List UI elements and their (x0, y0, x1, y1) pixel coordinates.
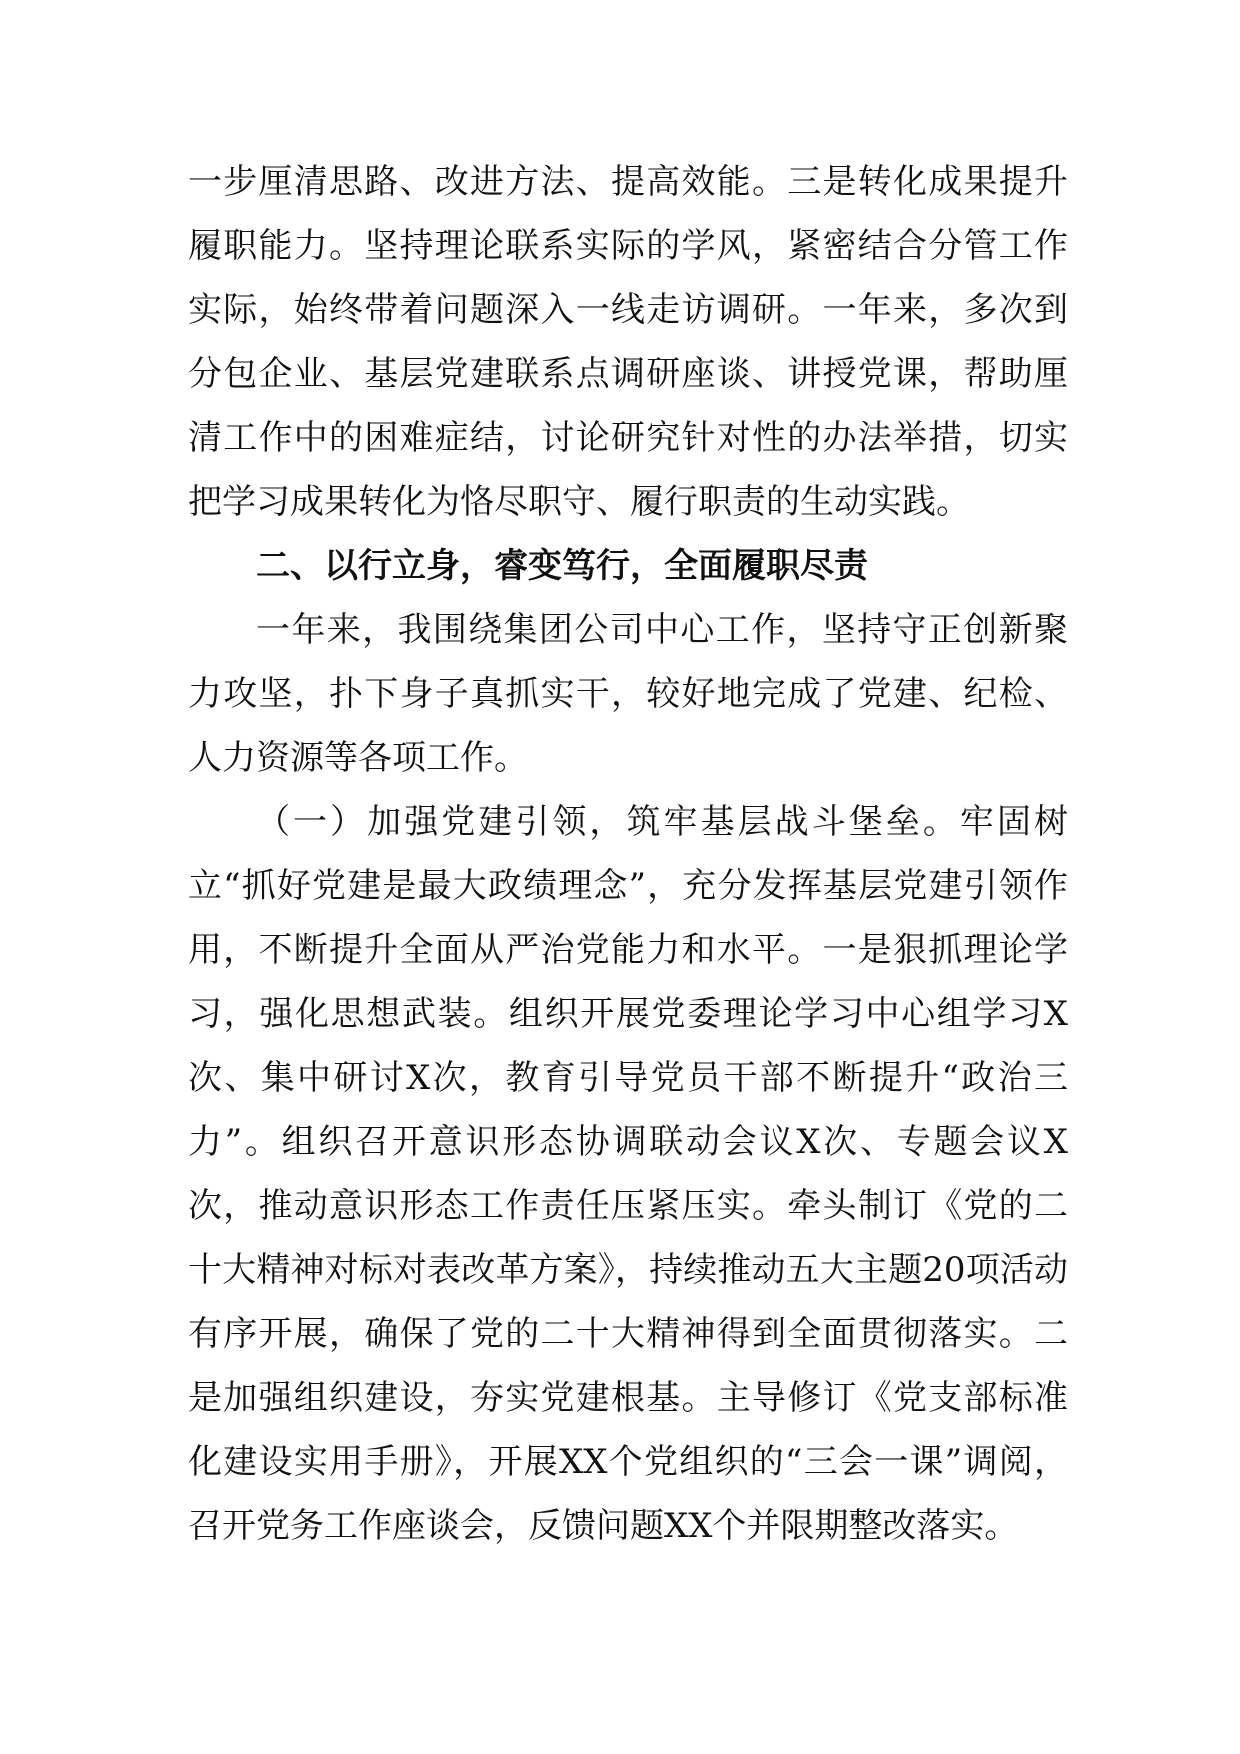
paragraph-study-results: 一步厘清思路、改进方法、提高效能。三是转化成果提升履职能力。坚持理论联系实际的学风，紧密结合分管工作实际，始终带着问题深入一线走访调研。一年来，多次到分包企业、基层党建联系点调研座谈、讲授党课，帮助厘清工作中的困难症结，讨论研究针对性的办法举措，切实把学习成果转化为恪尽职守、履行职责的生动实践。 (188, 162, 1068, 522)
paragraph-year-summary: 一年来，我围绕集团公司中心工作，坚持守正创新聚力攻坚，扑下身子真抓实干，较好地完成了党建、纪检、人力资源等各项工作。 (188, 610, 1068, 778)
paragraph-party-building: （一）加强党建引领，筑牢基层战斗堡垒。牢固树立“抓好党建是最大政绩理念”，充分发挥基层党建引领作用，不断提升全面从严治党能力和水平。一是狠抓理论学习，强化思想武装。组织开展党委理论学习中心组学习X次、集中研讨X次，教育引导党员干部不断提升“政治三力”。组织召开意识形态协调联动会议X次、专题会议X次，推动意识形态工作责任压紧压实。牵头制订《党的二十大精神对标对表改革方案》，持续推动五大主题20项活动有序开展，确保了党的二十大精神得到全面贯彻落实。二是加强组织建设，夯实党建根基。主导修订《党支部标准化建设实用手册》，开展XX个党组织的“三会一课”调阅，召开党务工作座谈会，反馈问题XX个并限期整改落实。 (188, 802, 1068, 1546)
section-heading-two: 二、以行立身，睿变笃行，全面履职尽责 (256, 546, 868, 586)
document-body (188, 150, 1068, 1558)
